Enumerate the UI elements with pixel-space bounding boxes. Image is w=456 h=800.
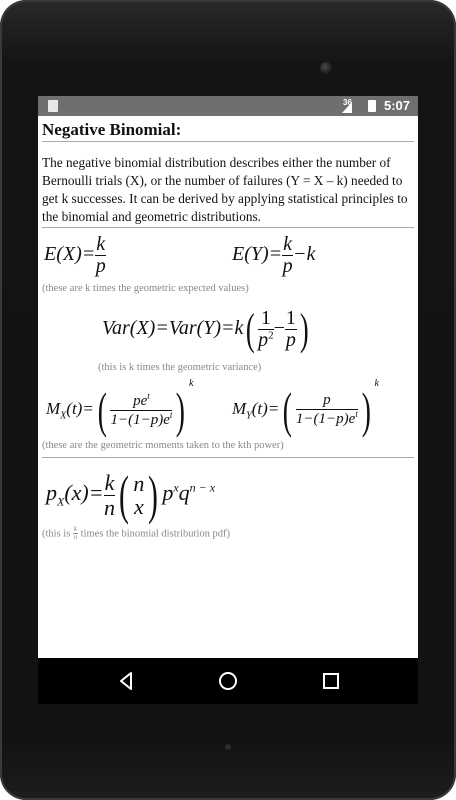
mgf-y-argument: (t)= [251, 399, 280, 418]
mgf-x-denominator: 1−(1−p)e [110, 411, 170, 428]
mgf-y-numerator: p [296, 393, 358, 410]
expected-note: (these are k times the geometric expected values) [42, 283, 249, 294]
binomial-left-paren: ( [119, 465, 130, 525]
home-icon [215, 668, 241, 694]
binomial-top: n [133, 470, 145, 496]
moments-note: (these are the geometric moments taken to the kth power) [42, 440, 284, 451]
status-bar [38, 96, 418, 116]
variance-note: (this is k times the geometric variance) [98, 362, 262, 373]
mgf-x-power: k [189, 378, 194, 389]
pdf-note-fraction-denominator: n [73, 533, 78, 542]
pdf-p: p [162, 480, 174, 506]
clock: 5:07 [384, 98, 411, 113]
pdf-note [42, 526, 230, 542]
home-button[interactable] [215, 668, 241, 694]
variance-formula [102, 304, 312, 355]
mgf-y-fraction [296, 393, 358, 428]
variance-denominator-1: p [258, 329, 269, 351]
expected-y-tail: −k [293, 243, 316, 266]
front-camera [320, 62, 332, 74]
recents-button[interactable] [318, 668, 344, 694]
mgf-y-formula [232, 378, 379, 439]
title-divider [42, 141, 414, 142]
description-divider [42, 227, 414, 228]
moments-divider [42, 457, 414, 458]
page-title: Negative Binomial: [42, 120, 182, 139]
recents-icon [318, 668, 344, 694]
expected-y-lhs: E(Y)= [232, 243, 283, 266]
expected-x-fraction [95, 234, 106, 277]
binomial-coefficient [133, 472, 144, 518]
mgf-x-denominator-exponent: t [169, 409, 173, 420]
variance-denominator-2: p [285, 329, 296, 351]
pdf-note-after: times the binomial distribution pdf) [80, 528, 230, 540]
expected-y-formula [232, 234, 315, 277]
mgf-x-right-paren: ) [176, 382, 186, 439]
mgf-x-numerator: pe [133, 392, 148, 409]
pdf-symbol: p [46, 480, 57, 506]
expected-x-denominator: p [95, 255, 106, 277]
navigation-bar [38, 658, 418, 704]
variance-exponent: 2 [268, 329, 274, 342]
mgf-y-right-paren: ) [361, 382, 371, 439]
mgf-x-left-paren: ( [97, 382, 107, 439]
sd-card-icon [48, 100, 58, 112]
pdf-q: q [178, 480, 190, 506]
expected-x-formula [44, 234, 106, 277]
mgf-y-subscript: Y [246, 410, 252, 422]
mgf-y-power: k [374, 378, 379, 389]
battery-icon [368, 100, 376, 112]
pdf-denominator: n [103, 494, 115, 520]
pdf-q-exponent: n − x [189, 480, 216, 495]
expected-x-lhs: E(X)= [44, 243, 96, 266]
content-area [38, 116, 418, 658]
binomial-bottom: x [133, 494, 144, 519]
back-icon [114, 668, 140, 694]
mgf-x-fraction [110, 392, 172, 429]
binomial-right-paren: ) [148, 465, 159, 525]
pdf-subscript: X [57, 494, 65, 509]
variance-fraction-1 [258, 308, 274, 351]
variance-minus: − [273, 317, 285, 340]
pdf-numerator: k [104, 470, 115, 496]
pdf-note-fraction-numerator: k [73, 525, 78, 533]
mgf-y-denominator: 1−(1−p)e [295, 410, 356, 427]
pdf-formula [46, 464, 215, 526]
mgf-x-symbol: M [46, 399, 61, 418]
variance-lhs: Var(X)=Var(Y)=k [102, 317, 244, 340]
pdf-note-before: (this is [42, 528, 71, 540]
mgf-y-symbol: M [232, 399, 247, 418]
pdf-fraction [104, 471, 116, 518]
pdf-argument: (x)= [64, 480, 104, 506]
variance-numerator-2: 1 [285, 307, 296, 329]
pdf-note-fraction [73, 526, 78, 542]
mgf-y-denominator-exponent: t [355, 408, 358, 419]
description-text: The negative binomial distribution describes either the number of Bernoulli trials (X), or the number of failures (Y = X – k) needed to get k successes. It can be derived by applying statistical principles to the binomial and geometric distributions. [42, 155, 408, 224]
expected-y-fraction [282, 234, 293, 277]
variance-fraction-2 [285, 308, 297, 351]
variance-numerator-1: 1 [258, 308, 274, 330]
expected-x-numerator: k [96, 233, 106, 255]
expected-y-denominator: p [282, 255, 293, 277]
screen [38, 96, 418, 704]
mgf-x-subscript: X [60, 410, 67, 422]
variance-left-paren: ( [246, 305, 256, 354]
back-button[interactable] [114, 668, 140, 694]
mgf-x-formula [46, 378, 194, 439]
sensor-dot [225, 744, 231, 750]
mgf-x-argument: (t)= [66, 399, 94, 418]
mgf-x-numerator-exponent: t [147, 390, 150, 401]
mgf-y-left-paren: ( [283, 382, 293, 439]
variance-right-paren: ) [299, 305, 309, 354]
network-type: 36 [343, 98, 352, 107]
expected-y-numerator: k [283, 233, 293, 255]
pdf-p-exponent: x [173, 480, 179, 495]
